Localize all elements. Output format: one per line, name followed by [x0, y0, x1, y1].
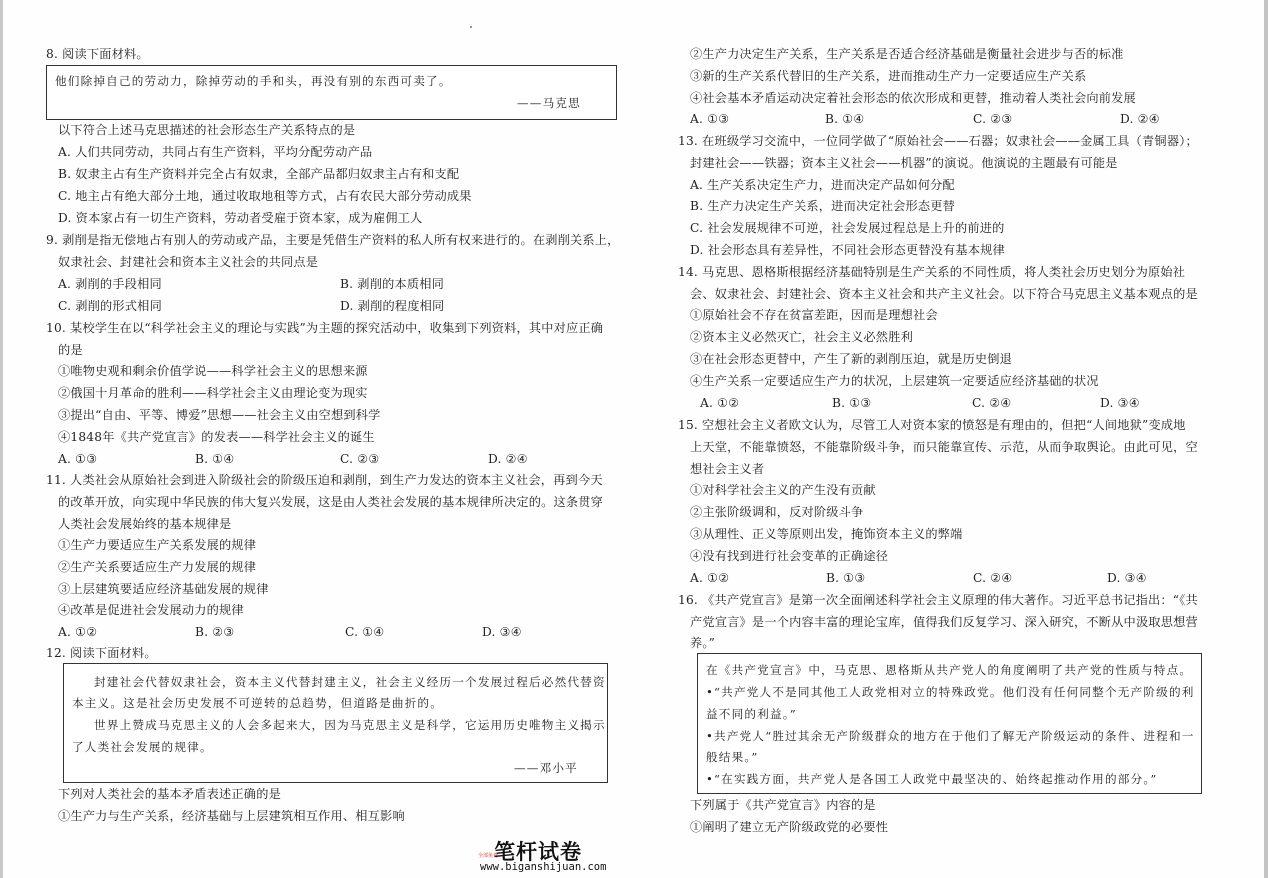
- q16-quote-box: [697, 653, 1202, 794]
- q8-source: ——马克思: [517, 96, 581, 110]
- q16-quote-line4: •共产党人“胜过其余无产阶级群众的地方在于他们了解无产阶级运动的条件、进程和一: [706, 729, 1195, 743]
- q13-stem-line2: 封建社会——铁器；资本主义社会——机器”的演说。他演说的主题最有可能是: [690, 156, 1118, 170]
- q12-quote-box: [63, 663, 608, 783]
- q10-stem-line1: 10. 某校学生在以“科学社会主义的理论与实践”为主题的探究活动中，收集到下列资料，其中对应正确: [46, 321, 604, 335]
- q9-option-b: B. 剥削的本质相同: [340, 277, 445, 291]
- q12-item-2: ②生产力决定生产关系，生产关系是否适合经济基础是衡量社会进步与否的标准: [690, 47, 1124, 61]
- q12-item-1: ①生产力与生产关系，经济基础与上层建筑相互作用、相互影响: [58, 809, 405, 823]
- q16-stem-line2: 产党宣言》是一个内容丰富的理论宝库，值得我们反复学习、深入研究，不断从中汲取思想营: [690, 615, 1198, 629]
- q10-stem-line2: 的是: [58, 343, 83, 357]
- q8-option-b: B. 奴隶主占有生产资料并完全占有奴隶，全部产品都归奴隶主占有和支配: [58, 167, 460, 181]
- q15-option-b: B. ①③: [826, 571, 866, 585]
- q10-option-c: C. ②③: [340, 452, 380, 466]
- q8-stem: 8. 阅读下面材料。: [46, 47, 149, 61]
- q15-stem-line2: 上天堂，不能靠愤怒，不能靠阶级斗争，而只能靠宣传、示范，从而争取舆论。由此可见，空: [690, 440, 1198, 454]
- q15-item-1: ①对科学社会主义的产生没有贡献: [690, 483, 876, 497]
- q8-question: 以下符合上述马克思描述的社会形态生产关系特点的是: [58, 123, 356, 137]
- q10-option-d: D. ②④: [488, 452, 528, 466]
- q9-option-d: D. 剥削的程度相同: [340, 299, 445, 313]
- q16-quote-line3: 益不同的利益。”: [706, 707, 797, 721]
- q14-stem-line1: 14. 马克思、恩格斯根据经济基础特别是生产关系的不同性质，将人类社会历史划分为原始社: [678, 265, 1186, 279]
- q9-option-c: C. 剥削的形式相同: [58, 299, 162, 313]
- q10-item-3: ③提出“自由、平等、博爱”思想——社会主义由空想到科学: [58, 408, 381, 422]
- logo-url: www.biganshijuan.com: [480, 861, 607, 873]
- q11-stem-line1: 11. 人类社会从原始社会到进入阶级社会的阶级压迫和剥削，到生产力发达的资本主义社会，再到今天: [46, 473, 603, 487]
- q12-source: ——邓小平: [514, 761, 578, 775]
- q11-option-c: C. ①④: [345, 625, 385, 639]
- q14-item-4: ④生产关系一定要适应生产力的状况，上层建筑一定要适应经济基础的状况: [690, 374, 1099, 388]
- q11-item-3: ③上层建筑要适应经济基础发展的规律: [58, 582, 269, 596]
- q15-item-2: ②主张阶级调和，反对阶级斗争: [690, 505, 864, 519]
- q11-item-4: ④改革是促进社会发展动力的规律: [58, 603, 244, 617]
- q16-quote-line6: •“在实践方面，共产党人是各国工人政党中最坚决的、始终起推动作用的部分。”: [706, 772, 1158, 786]
- q15-item-4: ④没有找到进行社会变革的正确途径: [690, 549, 889, 563]
- q15-option-c: C. ②④: [973, 571, 1013, 585]
- q15-option-a: A. ①②: [690, 571, 730, 585]
- q11-option-d: D. ③④: [482, 625, 522, 639]
- q16-item-1: ①阐明了建立无产阶级政党的必要性: [690, 820, 889, 834]
- page-edge-left: [0, 0, 3, 878]
- q10-item-1: ①唯物史观和剩余价值学说——科学社会主义的思想来源: [58, 364, 368, 378]
- q12-quote-line1: 封建社会代替奴隶社会，资本主义代替封建主义，社会主义经历一个发展过程后必然代替资: [94, 675, 606, 689]
- q14-option-b: B. ①③: [832, 396, 872, 410]
- q10-option-a: A. ①③: [58, 452, 98, 466]
- page-edge-right: [1264, 0, 1268, 878]
- q16-quote-line5: 般结果。”: [706, 750, 759, 764]
- q9-option-a: A. 剥削的手段相同: [58, 277, 162, 291]
- q8-quote: 他们除掉自己的劳动力，除掉劳动的手和头，再没有别的东西可卖了。: [55, 74, 452, 88]
- q14-option-d: D. ③④: [1100, 396, 1140, 410]
- q8-quote-box: [46, 65, 617, 120]
- q14-item-2: ②资本主义必然灭亡，社会主义必然胜利: [690, 330, 913, 344]
- q12-option-b: B. ①④: [825, 112, 865, 126]
- q11-stem-line2: 的改革开放，向实现中华民族的伟大复兴发展，这是由人类社会发展的基本规律所决定的。这条贯穿: [58, 495, 604, 509]
- q16-stem-line1: 16. 《共产党宣言》是第一次全面阐述科学社会主义原理的伟大著作。习近平总书记指出：“《共: [678, 593, 1198, 607]
- q12-item-3: ③新的生产关系代替旧的生产关系，进而推动生产力一定要适应生产关系: [690, 69, 1087, 83]
- q8-option-a: A. 人们共同劳动，共同占有生产资料，平均分配劳动产品: [58, 145, 373, 159]
- q12-quote-line4: 了人类社会发展的规律。: [72, 740, 213, 754]
- q13-option-d: D. 社会形态具有差异性，不同社会形态更替没有基本规律: [690, 243, 1005, 257]
- q14-item-1: ①原始社会不存在贫富差距，因而是理想社会: [690, 308, 938, 322]
- q16-quote-line2: •“共产党人不是同其他工人政党相对立的特殊政党。他们没有任何同整个无产阶级的利: [706, 685, 1195, 699]
- q14-option-a: A. ①②: [700, 396, 740, 410]
- q12-stem: 12. 阅读下面材料。: [46, 646, 157, 660]
- q12-option-d: D. ②④: [1120, 112, 1160, 126]
- q10-option-b: B. ①④: [195, 452, 235, 466]
- q10-item-4: ④1848年《共产党宣言》的发表——科学社会主义的诞生: [58, 430, 375, 444]
- logo-stamp: 全部免费: [478, 853, 499, 859]
- q8-option-c: C. 地主占有绝大部分土地，通过收取地租等方式，占有农民大部分劳动成果: [58, 189, 472, 203]
- q15-stem-line3: 想社会主义者: [690, 462, 765, 476]
- q12-option-c: C. ②③: [973, 112, 1013, 126]
- q12-option-a: A. ①③: [690, 112, 730, 126]
- q15-item-3: ③从理性、正义等原则出发，掩饰资本主义的弊端: [690, 527, 963, 541]
- q11-stem-line3: 人类社会发展始终的基本规律是: [58, 517, 232, 531]
- q12-item-4: ④社会基本矛盾运动决定着社会形态的依次形成和更替，推动着人类社会向前发展: [690, 91, 1136, 105]
- q11-item-2: ②生产关系要适应生产力发展的规律: [58, 560, 257, 574]
- q13-option-c: C. 社会发展规律不可逆，社会发展过程总是上升的前进的: [690, 221, 1005, 235]
- q12-question: 下列对人类社会的基本矛盾表述正确的是: [58, 787, 281, 801]
- q16-quote-line1: 在《共产党宣言》中，马克思、恩格斯从共产党人的角度阐明了共产党的性质与特点。: [706, 663, 1193, 677]
- q15-option-d: D. ③④: [1107, 571, 1147, 585]
- q8-option-d: D. 资本家占有一切生产资料，劳动者受雇于资本家，成为雇佣工人: [58, 211, 423, 225]
- logo-title: 笔杆试卷: [494, 840, 582, 864]
- q13-option-b: B. 生产力决定生产关系，进而决定社会形态更替: [690, 199, 956, 213]
- q14-item-3: ③在社会形态更替中，产生了新的剥削压迫，就是历史倒退: [690, 352, 1013, 366]
- page-marker-dot: [470, 26, 472, 28]
- q12-quote-line2: 本主义。这是社会历史发展不可逆转的总趋势，但道路是曲折的。: [72, 696, 444, 710]
- q9-stem-line1: 9. 剥削是指无偿地占有别人的劳动或产品，主要是凭借生产资料的私人所有权来进行的。在剥削关系上，: [46, 233, 620, 247]
- q16-stem-line3: 养。”: [690, 636, 716, 650]
- q13-option-a: A. 生产关系决定生产力，进而决定产品如何分配: [690, 178, 955, 192]
- q11-option-a: A. ①②: [58, 625, 98, 639]
- q9-stem-line2: 奴隶社会、封建社会和资本主义社会的共同点是: [58, 255, 319, 269]
- q10-item-2: ②俄国十月革命的胜利——科学社会主义由理论变为现实: [58, 386, 368, 400]
- q15-stem-line1: 15. 空想社会主义者欧文认为，尽管工人对资本家的愤怒是有理由的，但把“人间地狱”变成地: [678, 418, 1186, 432]
- q14-stem-line2: 会、奴隶社会、封建社会、资本主义社会和共产主义社会。以下符合马克思主义基本观点的是: [690, 287, 1198, 301]
- q11-item-1: ①生产力要适应生产关系发展的规律: [58, 538, 257, 552]
- q14-option-c: C. ②④: [972, 396, 1012, 410]
- q13-stem-line1: 13. 在班级学习交流中，一位同学做了“原始社会——石器；奴隶社会——金属工具（青铜器）；: [678, 134, 1198, 148]
- q16-question: 下列属于《共产党宣言》内容的是: [690, 798, 876, 812]
- footer-logo: [478, 836, 607, 878]
- q11-option-b: B. ②③: [195, 625, 235, 639]
- q12-quote-line3: 世界上赞成马克思主义的人会多起来大，因为马克思主义是科学，它运用历史唯物主义揭示: [94, 718, 606, 732]
